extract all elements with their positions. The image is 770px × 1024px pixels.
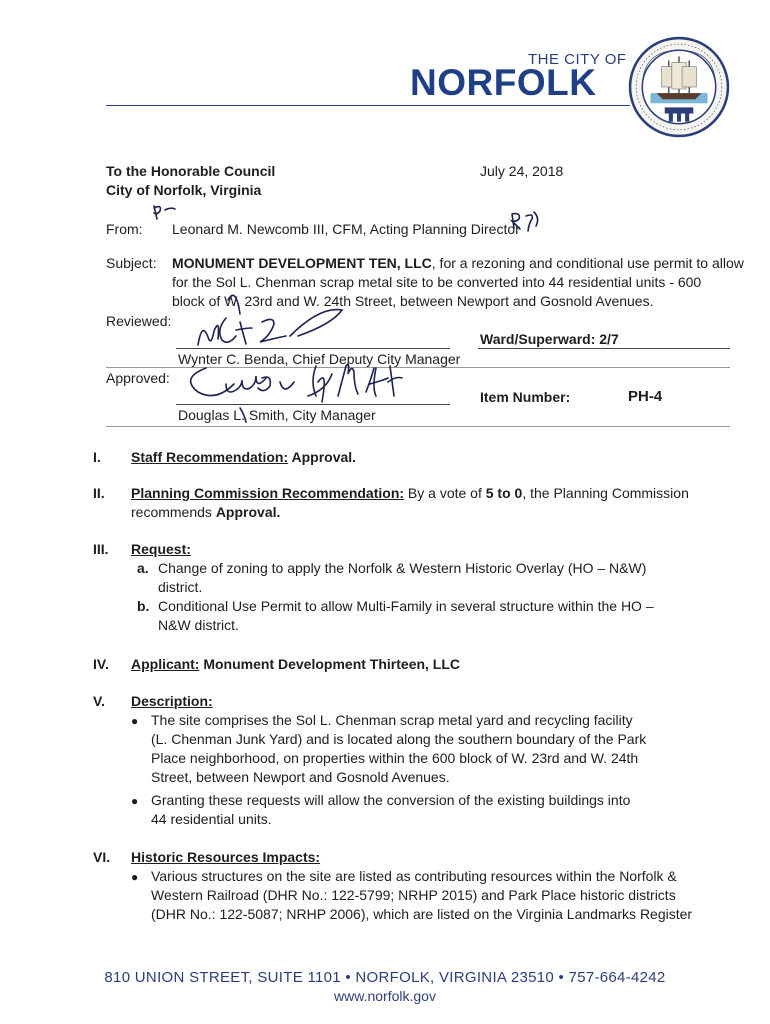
approved-label: Approved: — [106, 370, 170, 386]
section-5-bullet-1-line-2: (L. Chenman Junk Yard) and is located along the southern boundary of the Park — [151, 731, 647, 747]
header-rule — [106, 105, 630, 106]
section-3b-line-1: Conditional Use Permit to allow Multi-Family in several structure within the HO – — [158, 598, 654, 614]
section-5-bullet-1-line-1: The site comprises the Sol L. Chenman scrap metal yard and recycling facility — [151, 712, 633, 728]
approved-divider — [106, 367, 730, 368]
section-4-line — [131, 655, 460, 674]
header-bottom-divider — [106, 426, 730, 427]
ward-rule — [478, 348, 730, 349]
subject-line-1 — [172, 254, 744, 273]
footer-address: 810 UNION STREET, SUITE 1101 • NORFOLK, VIRGINIA 23510 • 757-664-4242 — [104, 969, 666, 986]
approver-name: Douglas L. Smith, City Manager — [178, 407, 376, 423]
ward-superward: Ward/Superward: 2/7 — [480, 331, 619, 347]
section-6-heading: Historic Resources Impacts: — [131, 849, 321, 865]
section-5-bullet-1-line-4: Street, between Newport and Gosnold Avenues. — [151, 769, 450, 785]
section-5-number: V. — [93, 693, 105, 709]
section-3-number: III. — [93, 541, 109, 557]
section-4-number: IV. — [93, 656, 109, 672]
letter-date: July 24, 2018 — [480, 163, 564, 179]
section-5-bullet-2-line-2: 44 residential units. — [151, 811, 272, 827]
item-number-label: Item Number: — [480, 389, 571, 405]
section-6-number: VI. — [93, 849, 111, 865]
section-1-line — [131, 448, 356, 467]
header-city-of: THE CITY OF — [528, 51, 627, 68]
reviewed-label: Reviewed: — [106, 313, 172, 329]
section-2-number: II. — [93, 485, 105, 501]
section-3a-line-2: district. — [158, 579, 203, 595]
section-6-bullet-1-line-1: Various structures on the site are listed as contributing resources within the Norfolk & — [151, 868, 677, 884]
bullet-icon: ● — [131, 870, 139, 884]
section-4-heading: Applicant: — [131, 656, 200, 672]
from-value: Leonard M. Newcomb III, CFM, Acting Planning Director — [172, 221, 520, 237]
reviewer-name: Wynter C. Benda, Chief Deputy City Manager — [178, 351, 461, 367]
header-city-name: NORFOLK — [410, 62, 597, 103]
section-3b-line-2: N&W district. — [158, 617, 239, 633]
section-4-text: Monument Development Thirteen, LLC — [199, 656, 461, 672]
subject-label: Subject: — [106, 255, 157, 271]
section-6-bullet-1-line-3: (DHR No.: 122-5087; NRHP 2006), which are listed on the Virginia Landmarks Register — [151, 906, 693, 922]
reviewer-signature-line — [176, 348, 450, 349]
section-2-line-2 — [131, 503, 280, 522]
city-seal-icon — [628, 36, 730, 138]
approver-signature-line — [176, 404, 450, 405]
subject-line-3: block of W. 23rd and W. 24th Street, between Newport and Gosnold Avenues. — [172, 293, 654, 309]
subject-line-1-rest: , for a rezoning and conditional use permit to allow — [431, 255, 744, 271]
section-2-approval: Approval. — [215, 504, 281, 520]
section-3a-line-1: Change of zoning to apply the Norfolk & Western Historic Overlay (HO – N&W) — [158, 560, 647, 576]
item-number-value: PH-4 — [628, 388, 663, 405]
section-2-heading: Planning Commission Recommendation: — [131, 485, 405, 501]
section-1-heading: Staff Recommendation: — [131, 449, 289, 465]
section-5-bullet-2-line-1: Granting these requests will allow the conversion of the existing buildings into — [151, 792, 631, 808]
recipient-line-1: To the Honorable Council — [106, 163, 276, 179]
subject-applicant: MONUMENT DEVELOPMENT TEN, LLC — [172, 255, 432, 271]
section-2-text-b: , the Planning Commission — [522, 485, 689, 501]
section-6-bullet-1-line-2: Western Railroad (DHR No.: 122-5799; NRHP 2015) and Park Place historic districts — [151, 887, 676, 903]
section-1-text: Approval. — [288, 449, 357, 465]
section-2-text-c: recommends — [131, 504, 216, 520]
section-3b-letter: b. — [137, 598, 150, 614]
section-2-vote: 5 to 0 — [485, 485, 523, 501]
subject-line-2: for the Sol L. Chenman scrap metal site to be converted into 44 residential units - 600 — [172, 274, 702, 290]
section-5-heading: Description: — [131, 693, 213, 709]
from-label: From: — [106, 221, 143, 237]
section-5-bullet-1-line-3: Place neighborhood, on properties within the 600 block of W. 23rd and W. 24th — [151, 750, 639, 766]
section-2-line-1 — [131, 484, 689, 503]
recipient-line-2: City of Norfolk, Virginia — [106, 182, 262, 198]
section-3-heading: Request: — [131, 541, 191, 557]
footer-website-link[interactable]: www.norfolk.gov — [334, 988, 436, 1004]
section-3a-letter: a. — [137, 560, 149, 576]
bullet-icon: ● — [131, 794, 139, 808]
section-2-text-a: By a vote of — [404, 485, 486, 501]
bullet-icon: ● — [131, 714, 139, 728]
section-1-number: I. — [93, 449, 101, 465]
